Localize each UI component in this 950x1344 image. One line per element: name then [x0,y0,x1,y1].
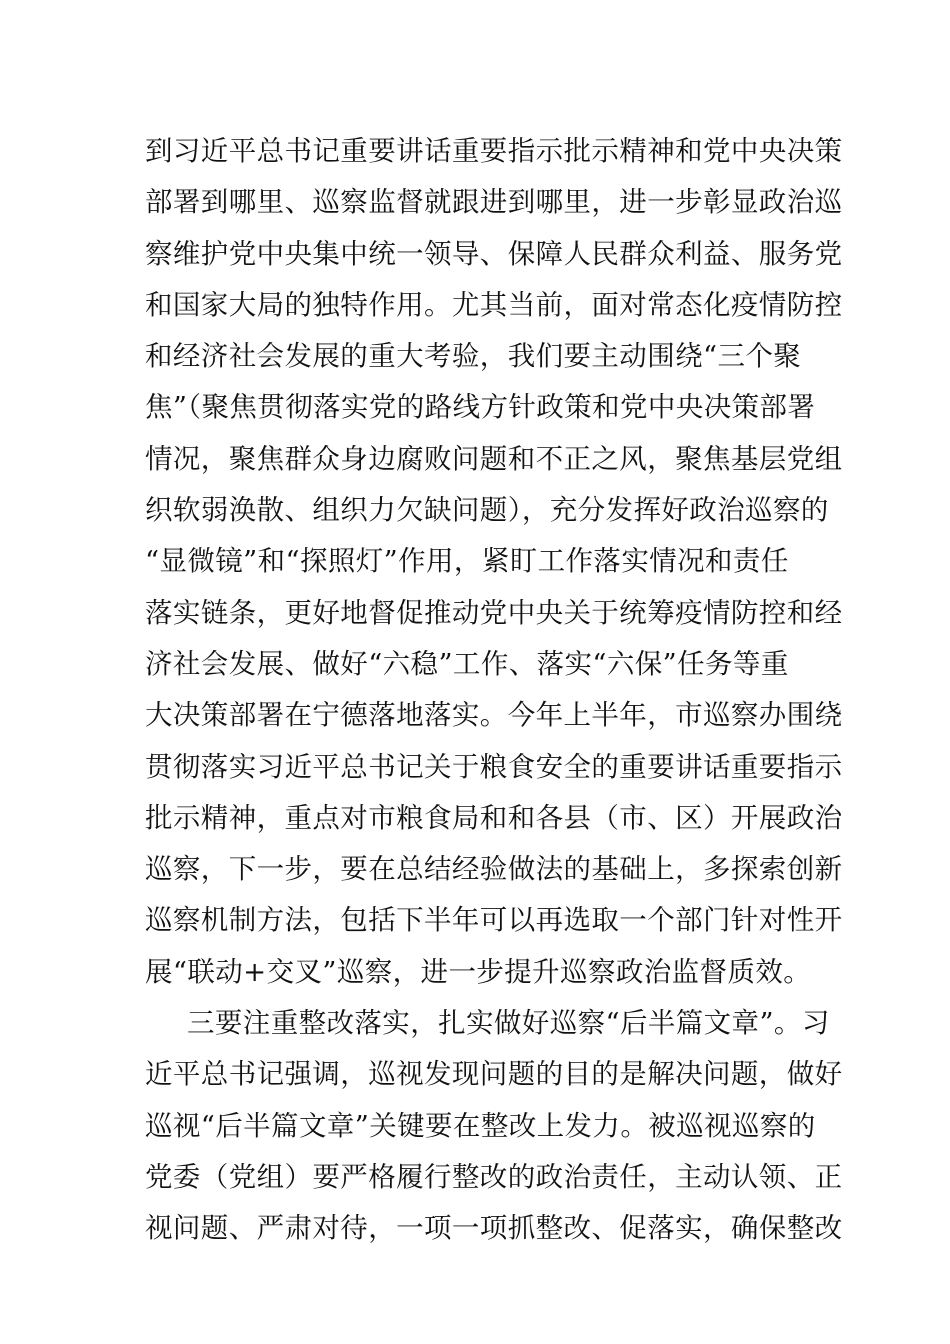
text-line: 到习近平总书记重要讲话重要指示批示精神和党中央决策 [145,135,843,167]
text-line: 织软弱涣散、组织力欠缺问题），充分发挥好政治巡察的 [145,494,829,527]
text-line: 巡察，下一步，要在总结经验做法的基础上，多探索创新 [145,853,843,886]
text-line: 济社会发展、做好“六稳”工作、落实“六保”任务等重 [145,647,789,680]
text-line: 巡视“后半篇文章”关键要在整改上发力。被巡视巡察的 [145,1109,816,1142]
text-line: 和国家大局的独特作用。尤其当前，面对常态化疫情防控 [145,288,843,321]
text-line: 大决策部署在宁德落地落实。今年上半年，市巡察办围绕 [145,699,843,732]
text-line: 贯彻落实习近平总书记关于粮食安全的重要讲话重要指示 [145,750,843,783]
text-line: 展“联动+交叉”巡察，进一步提升巡察政治监督质效。 [145,955,812,988]
text-line: 和经济社会发展的重大考验，我们要主动围绕“三个聚 [145,340,802,373]
text-line: 批示精神，重点对市粮食局和和各县（市、区）开展政治 [145,801,843,834]
document-body [145,126,843,1255]
text-line: 视问题、严肃对待，一项一项抓整改、促落实，确保整改 [145,1212,843,1245]
text-line: 察维护党中央集中统一领导、保障人民群众利益、服务党 [145,237,843,270]
paragraph-start-line: 三要注重整改落实，扎实做好巡察“后半篇文章”。习 [187,1007,830,1040]
text-line: 情况，聚焦群众身边腐败问题和不正之风，聚焦基层党组 [145,442,843,475]
text-line: 焦”（聚焦贯彻落实党的路线方针政策和党中央决策部署 [145,391,816,424]
text-line: “显微镜”和“探照灯”作用，紧盯工作落实情况和责任 [145,545,789,578]
text-line: 部署到哪里、巡察监督就跟进到哪里，进一步彰显政治巡 [145,186,843,219]
text-line: 落实链条，更好地督促推动党中央关于统筹疫情防控和经 [145,596,843,629]
text-line: 党委（党组）要严格履行整改的政治责任，主动认领、正 [145,1160,843,1193]
text-line: 近平总书记强调，巡视发现问题的目的是解决问题，做好 [145,1058,843,1091]
text-line: 巡察机制方法，包括下半年可以再选取一个部门针对性开 [145,904,843,937]
